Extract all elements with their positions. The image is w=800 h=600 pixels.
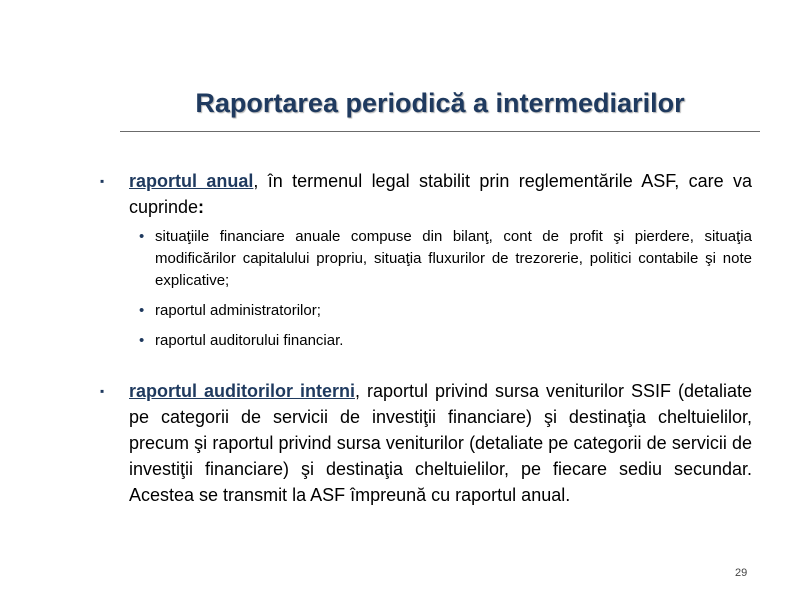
sub-item-auditor-report: • raportul auditorului financiar.	[129, 330, 752, 352]
dot-bullet-icon: •	[139, 302, 145, 319]
page-number: 29	[735, 567, 748, 579]
title-divider	[120, 131, 760, 132]
square-bullet-icon: ▪	[100, 174, 105, 188]
bullet-internal-auditors	[100, 378, 752, 508]
bullet-text: , raportul privind sursa veniturilor SSIF (detaliate pe categorii de servicii de investiţii financiare) şi destinaţia cheltuielilor, precum şi raportul privind sursa veniturilor (detaliate pe categorii de servicii de investiţii financiare) şi destinaţia cheltuielilor, pe fiecare sediu secundar. Acestea se transmit la ASF împreună cu raportul anual.	[129, 381, 752, 505]
square-bullet-icon: ▪	[100, 384, 105, 398]
bullet-colon: :	[198, 197, 205, 217]
term-internal-auditors: raportul auditorilor interni	[129, 381, 355, 401]
bullet-annual-report	[100, 168, 752, 220]
annual-report-sublist	[129, 226, 752, 352]
dot-bullet-icon: •	[139, 332, 145, 349]
slide-title: Raportarea periodică a intermediarilor	[195, 88, 685, 118]
sub-item-financial-statements: • situaţiile financiare anuale compuse din bilanţ, cont de profit şi pierdere, situaţia modificărilor capitalului propriu, situaţia fluxurilor de trezorerie, politici contabile şi note explicative;	[139, 228, 752, 289]
sub-item-administrators-report: • raportul administratorilor;	[129, 300, 752, 322]
dot-bullet-icon: •	[139, 228, 145, 245]
bullet-text: , în termenul legal stabilit prin reglementările ASF, care va cuprinde	[129, 171, 752, 217]
term-annual-report: raportul anual	[129, 171, 254, 191]
slide-content	[100, 168, 752, 508]
